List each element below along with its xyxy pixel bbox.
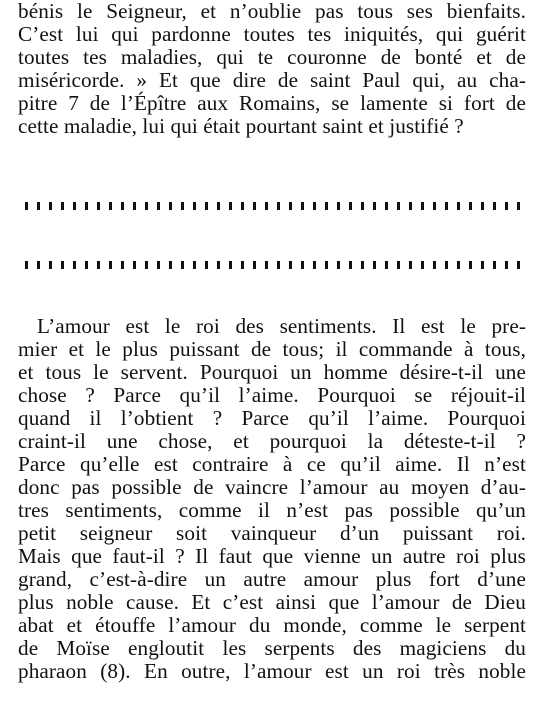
paragraph-line: craint-il une chose, et pourquoi la déteste-t-il ? [18, 429, 526, 453]
paragraph-line: bénis le Seigneur, et n’oublie pas tous ses bienfaits. [18, 0, 526, 23]
paragraph-line: plus noble cause. Et c’est ainsi que l’amour de Dieu [18, 590, 526, 614]
paragraph-line: abat et étouffe l’amour du monde, comme le serpent [18, 613, 526, 637]
bottom-paragraph [18, 315, 526, 683]
paragraph-line: toutes tes maladies, qui te couronne de bonté et de [18, 45, 526, 69]
paragraph-line: donc pas possible de vaincre l’amour au moyen d’au- [18, 475, 526, 499]
paragraph-line: quand il l’obtient ? Parce qu’il l’aime. Pourquoi [18, 406, 526, 430]
paragraph-line: mier et le plus puissant de tous; il commande à tous, [18, 337, 526, 361]
paragraph-line: Mais que faut-il ? Il faut que vienne un autre roi plus [18, 544, 526, 568]
dotted-separator-top [25, 202, 522, 210]
paragraph-line: chose ? Parce qu’il l’aime. Pourquoi se réjouit-il [18, 383, 526, 407]
dotted-separator-bottom [25, 261, 522, 269]
paragraph-line: petit seigneur soit vainqueur d’un puissant roi. [18, 521, 526, 545]
paragraph-line: Parce qu’elle est contraire à ce qu’il aime. Il n’est [18, 452, 526, 476]
paragraph-line: et tous le servent. Pourquoi un homme désire-t-il une [18, 360, 526, 384]
paragraph-line: grand, c’est-à-dire un autre amour plus fort d’une [18, 567, 526, 591]
paragraph-line: miséricorde. » Et que dire de saint Paul qui, au cha- [18, 68, 526, 92]
top-paragraph [18, 0, 526, 138]
paragraph-line: L’amour est le roi des sentiments. Il est le pre- [37, 314, 526, 338]
paragraph-line: de Moïse engloutit les serpents des magiciens du [18, 636, 526, 660]
paragraph-line: tres sentiments, comme il n’est pas possible qu’un [18, 498, 526, 522]
paragraph-line: pharaon (8). En outre, l’amour est un roi très noble [18, 659, 526, 683]
paragraph-line: C’est lui qui pardonne toutes tes iniquités, qui guérit [18, 22, 526, 46]
paragraph-line: cette maladie, lui qui était pourtant saint et justifié ? [18, 114, 464, 138]
paragraph-line: pitre 7 de l’Épître aux Romains, se lamente si fort de [18, 91, 526, 115]
